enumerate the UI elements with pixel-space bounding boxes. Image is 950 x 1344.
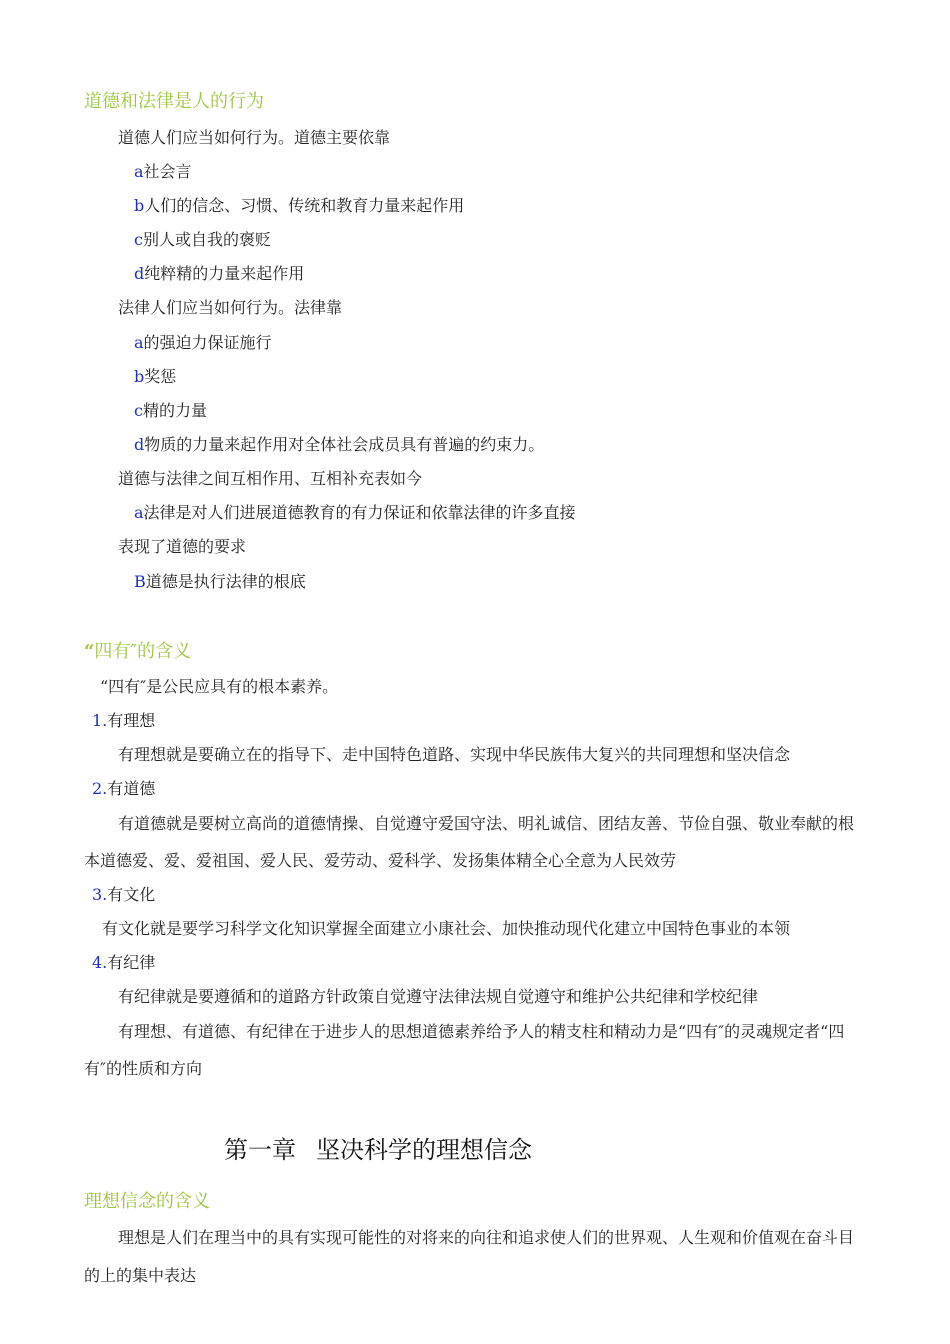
item-text: 物质的力量来起作用对全体社会成员具有普遍的约束力。 [144,435,545,454]
moral-item-c [134,230,271,250]
item-marker: 3. [92,885,108,904]
item-text: 道德是执行法律的根底 [145,572,306,591]
moral-item-b [134,196,464,216]
section-heading-ideal-belief: 理想信念的含义 [84,1191,210,1212]
four-haves-item-3-title [92,885,155,905]
four-haves-intro: “四有″是公民应具有的根本素养。 [100,677,339,696]
ideal-belief-body-line-2: 的上的集中表达 [84,1266,197,1285]
item-text: 奖惩 [144,367,177,386]
law-item-d [134,435,544,455]
item-text: 有道德 [107,779,156,798]
item-marker: a [134,333,144,352]
item-text: 别人或自我的褒贬 [142,230,271,249]
four-haves-item-1-desc: 有理想就是要确立在的指导下、走中国特色道路、实现中华民族伟大复兴的共同理想和坚决信念 [118,745,791,764]
item-text: 有文化 [107,885,156,904]
item-text: 的强迫力保证施行 [143,333,272,352]
item-marker: c [134,401,143,420]
item-marker: c [134,230,143,249]
item-text: 人们的信念、习惯、传统和教育力量来起作用 [144,196,465,215]
item-text: 有纪律 [107,953,156,972]
law-intro: 法律人们应当如何行为。法律靠 [118,298,343,317]
relation-item-b [134,572,306,592]
item-marker: B [134,572,146,591]
four-haves-summary-line-2: 有″的性质和方向 [84,1059,202,1078]
law-item-b [134,367,176,387]
item-marker: d [134,264,145,283]
four-haves-item-4-desc: 有纪律就是要遵循和的道路方针政策自觉遵守法律法规自觉遵守和维护公共纪律和学校纪律 [118,987,759,1006]
item-text: 法律是对人们进展道德教育的有力保证和依靠法律的许多直接 [143,503,576,522]
chapter-title [224,1135,532,1165]
section-heading-four-haves [84,641,191,663]
item-text: 精的力量 [142,401,207,420]
heading-text: 四有″的含义 [94,641,192,662]
relation-item-a-continued: 表现了道德的要求 [118,537,247,556]
item-marker: 2. [92,779,108,798]
section-heading-morality-law: 道德和法律是人的行为 [84,91,264,112]
item-marker: b [134,367,145,386]
heading-quote-mark: “ [84,641,95,662]
four-haves-item-3-desc: 有文化就是要学习科学文化知识掌握全面建立小康社会、加快推动现代化建立中国特色事业的本领 [102,919,791,938]
item-marker: a [134,503,144,522]
item-text: 有理想 [107,711,156,730]
moral-intro: 道德人们应当如何行为。道德主要依靠 [118,128,391,147]
four-haves-item-4-title [92,953,155,973]
item-marker: b [134,196,145,215]
chapter-name: 坚决科学的理想信念 [316,1136,532,1164]
moral-item-d [134,264,304,284]
relation-intro: 道德与法律之间互相作用、互相补充表如今 [118,469,423,488]
four-haves-item-2-desc-line-2: 本道德爱、爱、爱祖国、爱人民、爱劳动、爱科学、发扬集体精全心全意为人民效劳 [84,851,677,870]
law-item-a [134,333,272,353]
item-text: 社会言 [143,162,192,181]
law-item-c [134,401,207,421]
item-marker: 1. [92,711,108,730]
four-haves-item-2-desc-line-1: 有道德就是要树立高尚的道德情操、自觉遵守爱国守法、明礼诚信、团结友善、节俭自强、敬业奉献的根 [118,814,855,833]
moral-item-a [134,162,192,182]
item-marker: 4. [92,953,108,972]
relation-item-a [134,503,576,523]
chapter-number: 第一章 [224,1136,296,1164]
ideal-belief-body-line-1: 理想是人们在理当中的具有实现可能性的对将来的向往和追求使人们的世界观、人生观和价值观在奋斗目 [118,1228,855,1247]
four-haves-item-1-title [92,711,155,731]
four-haves-summary-line-1: 有理想、有道德、有纪律在于进步人的思想道德素养给予人的精支柱和精动力是“四有″的灵魂规定者“四 [118,1022,845,1041]
item-marker: a [134,162,144,181]
item-text: 纯粹精的力量来起作用 [144,264,305,283]
item-marker: d [134,435,145,454]
four-haves-item-2-title [92,779,155,799]
